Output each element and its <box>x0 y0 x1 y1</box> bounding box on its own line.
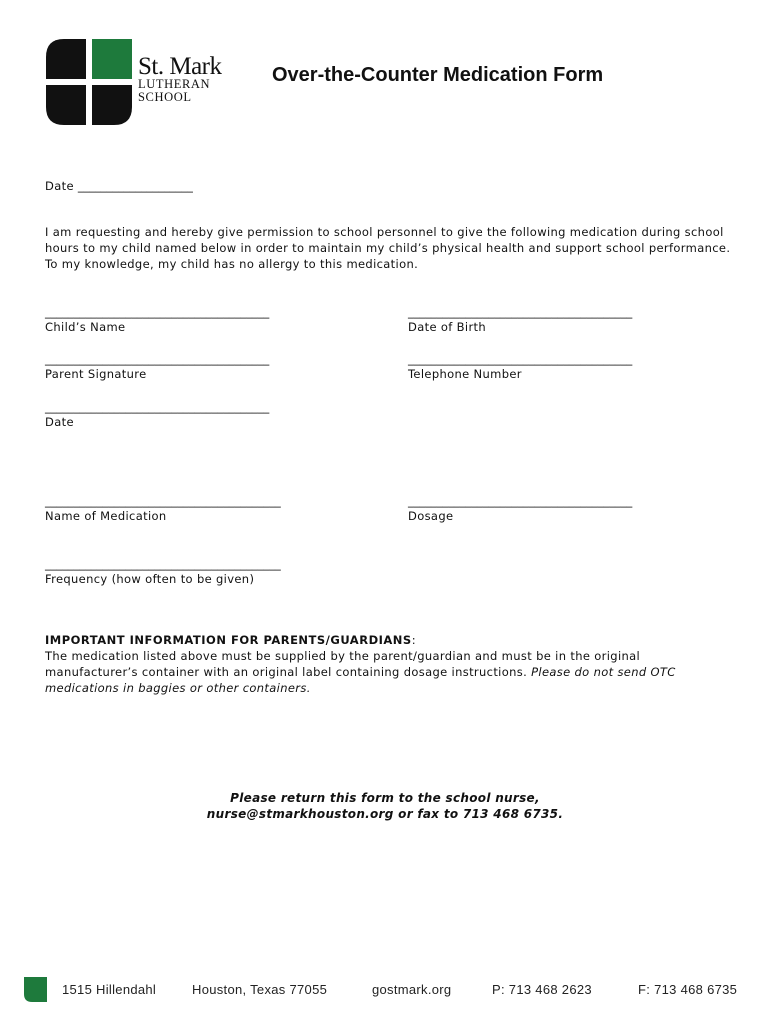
signature-date-label: Date <box>45 415 74 429</box>
medication-name-label: Name of Medication <box>45 509 167 523</box>
frequency-line[interactable]: _________________________________________ <box>45 557 281 571</box>
footer-phone: P: 713 468 2623 <box>492 982 592 997</box>
dosage-line[interactable]: _______________________________________ <box>408 494 633 508</box>
telephone-number-line[interactable]: _______________________________________ <box>408 352 633 366</box>
date-field[interactable] <box>45 178 193 194</box>
important-info <box>45 632 735 696</box>
footer-address: 1515 Hillendahl <box>62 982 157 997</box>
brand-name: St. Mark <box>138 53 222 80</box>
footer-fax: F: 713 468 6735 <box>638 982 738 997</box>
childs-name-line[interactable]: _______________________________________ <box>45 305 270 319</box>
brand-line-2: SCHOOL <box>138 89 192 104</box>
parent-signature-line[interactable]: _______________________________________ <box>45 352 270 366</box>
important-body: The medication listed above must be supplied by the parent/guardian and must be in the original manufacturer’s container with an original label containing dosage instructions. <box>45 649 641 679</box>
footer-website[interactable]: gostmark.org <box>372 982 452 997</box>
footer-logo-icon <box>24 977 47 1002</box>
telephone-number-label: Telephone Number <box>408 367 522 381</box>
date-of-birth-label: Date of Birth <box>408 320 487 334</box>
page-title: Over-the-Counter Medication Form <box>272 64 604 86</box>
important-body-italic: Please do not send OTC medications in baggies or other containers. <box>45 665 676 695</box>
parent-signature-label: Parent Signature <box>45 367 147 381</box>
brand-wordmark <box>138 53 222 104</box>
important-heading: IMPORTANT INFORMATION FOR PARENTS/GUARDIANS <box>45 633 412 647</box>
childs-name-label: Child’s Name <box>45 320 126 334</box>
return-note-line-2: nurse@stmarkhouston.org or fax to 713 468 6735. <box>206 807 564 821</box>
footer-city: Houston, Texas 77055 <box>192 982 328 997</box>
important-colon: : <box>411 633 416 647</box>
frequency-label: Frequency (how often to be given) <box>45 572 255 586</box>
date-of-birth-line[interactable]: _______________________________________ <box>408 305 633 319</box>
permission-paragraph: I am requesting and hereby give permission to school personnel to give the following medication during school hours to my child named below in order to maintain my child’s physical health and support school performance. To my knowledge, my child has no allergy to this medication. <box>45 225 731 271</box>
dosage-label: Dosage <box>408 509 454 523</box>
cross-logo-icon <box>44 37 134 127</box>
medication-name-line[interactable]: _________________________________________ <box>45 494 281 508</box>
return-note <box>0 790 770 822</box>
date-label: Date <box>45 179 74 193</box>
brand-line-1: LUTHERAN <box>138 77 211 91</box>
return-note-line-1: Please return this form to the school nurse, <box>230 791 540 805</box>
date-blank[interactable]: ____________________ <box>77 179 193 193</box>
signature-date-line[interactable]: _______________________________________ <box>45 400 270 414</box>
